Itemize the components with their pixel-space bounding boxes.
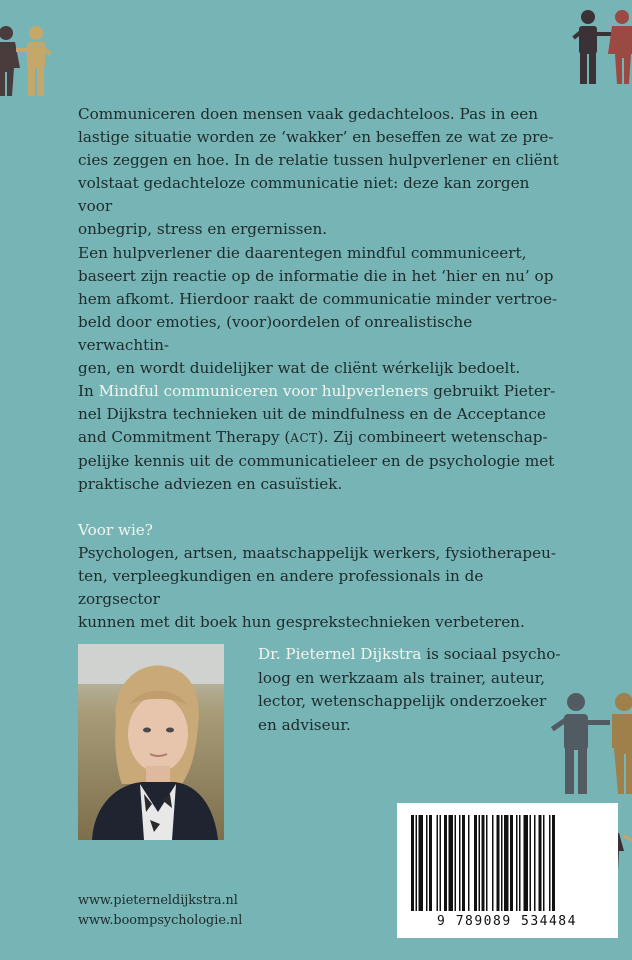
author-name: Dr. Pieternel Dijkstra [258,645,422,663]
barcode-bar [482,815,485,911]
author-photo [78,644,224,840]
intro-line: Communiceren doen mensen vaak gedachteloos. Pas in een [78,105,538,123]
book-line: praktische adviezen en casuïstiek. [78,475,343,493]
book-line: gebruikt Pieter- [428,382,556,400]
barcode-bar [504,815,509,911]
barcode-bar [530,815,532,911]
barcode-bar [549,815,551,911]
mindful-line: gen, en wordt duidelijker wat de cliënt wérkelijk bedoelt. [78,359,521,377]
mindful-line: beld door emoties, (voor)oordelen of onrealistische verwachtin- [78,313,473,354]
barcode-bar [440,815,442,911]
barcode-bar [416,815,418,911]
barcode-bars [409,815,606,911]
barcode-bar [524,815,529,911]
audience-heading: Voor wie? [78,521,153,539]
isbn-barcode [397,803,618,938]
audience-line: Psychologen, artsen, maatschappelijk werkers, fysiotherapeu- [78,544,556,562]
mindful-line: hem afkomt. Hierdoor raakt de communicatie minder vertroe- [78,290,558,308]
website-link-publisher[interactable]: www.boompsychologie.nl [78,913,243,928]
author-bio-line: loog en werkzaam als trainer, auteur, [258,668,546,687]
barcode-bar [543,815,545,911]
barcode-bar [516,815,518,911]
author-bio [258,643,578,737]
barcode-bar [449,815,454,911]
book-title: Mindful communiceren voor hulpverleners [98,382,429,400]
barcode-bar [474,815,477,911]
author-bio-line: is sociaal psycho- [421,645,561,663]
mindful-paragraph [78,242,568,380]
barcode-bar [429,815,432,911]
barcode-bar [459,815,461,911]
author-bio-line: en adviseur. [258,715,351,734]
mindful-line: baseert zijn reactie op de informatie die in het ‘hier en nu’ op [78,267,554,285]
barcode-bar [486,815,488,911]
barcode-bar [552,815,555,911]
website-links [78,891,242,931]
website-link-author[interactable]: www.pieterneldijkstra.nl [78,893,238,908]
barcode-bar [492,815,494,911]
barcode-bar [462,815,465,911]
isbn-number: 9 789089 534484 [437,914,577,929]
intro-line: lastige situatie worden ze ‘wakker’ en beseffen ze wat ze pre- [78,128,554,146]
book-paragraph [78,380,568,496]
barcode-bar [479,815,481,911]
audience-line: kunnen met dit boek hun gesprekstechnieken verbeteren. [78,613,525,631]
barcode-bar [419,815,424,911]
barcode-bar [411,815,414,911]
book-line: nel Dijkstra technieken uit de mindfulness en de Acceptance [78,405,546,423]
audience-line: ten, verpleegkundigen en andere professionals in de zorgsector [78,567,484,608]
intro-paragraph [78,103,568,241]
intro-line: cies zeggen en hoe. In de relatie tussen hulpverlener en cliënt [78,151,559,169]
people-pair-icon-top-right [566,8,632,86]
intro-line: onbegrip, stress en ergernissen. [78,220,328,238]
mindful-line: Een hulpverlener die daarentegen mindful communiceert, [78,244,527,262]
barcode-bar [426,815,428,911]
barcode-bar [534,815,536,911]
intro-line: volstaat gedachteloze communicatie niet: deze kan zorgen voor [78,174,530,215]
barcode-bar [501,815,503,911]
barcode-bar [437,815,439,911]
barcode-bar [468,815,470,911]
barcode-bar [455,815,457,911]
author-bio-line: lector, wetenschappelijk onderzoeker [258,692,547,710]
barcode-bar [444,815,447,911]
barcode-bar [497,815,500,911]
book-line: and Commitment Therapy ( [78,428,291,446]
book-line: ). Zij combineert wetenschap- [317,428,548,446]
barcode-bar [539,815,542,911]
barcode-bar [519,815,521,911]
book-line: pelijke kennis uit de communicatieleer en de psychologie met [78,452,555,470]
people-pair-icon-top-left [0,24,70,98]
audience-paragraph [78,519,568,634]
act-abbreviation: ACT [290,431,318,445]
book-in-text: In [78,382,99,400]
barcode-bar [510,815,513,911]
